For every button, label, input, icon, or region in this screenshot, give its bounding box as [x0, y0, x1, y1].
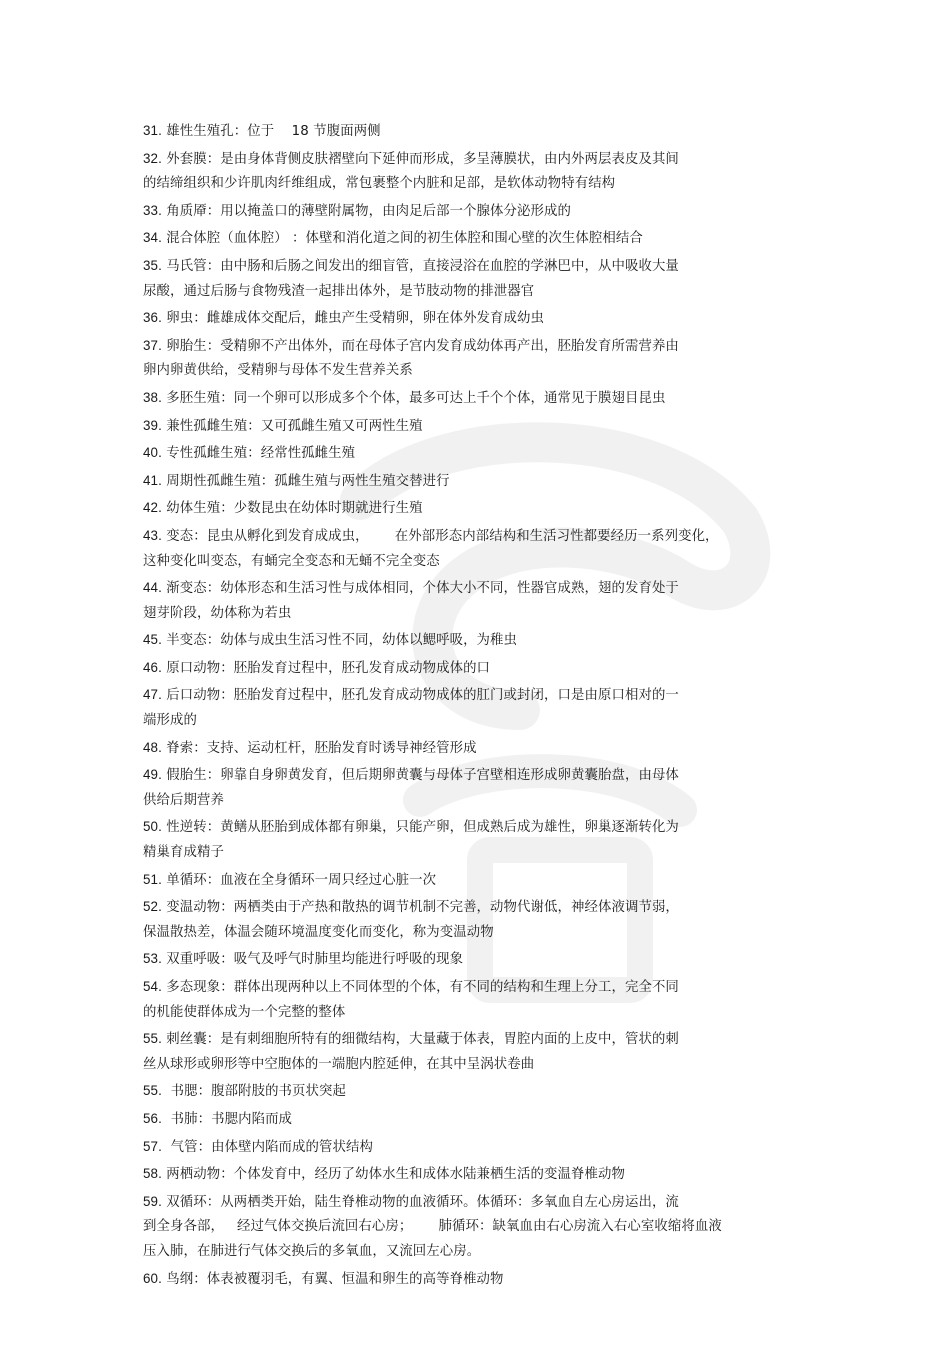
entry-text: 鸟纲：体表被覆羽毛，有翼、恒温和卵生的高等脊椎动物 [161, 1271, 504, 1287]
entry-first-line [143, 628, 793, 654]
entry-text: 压入肺，在肺进行气体交换后的多氧血，又流回左心房。 [143, 1243, 481, 1259]
entry-text: 丝从球形或卵形等中空胞体的一端胞内腔延伸，在其中呈涡状卷曲 [143, 1056, 535, 1072]
entry-number: 39. [143, 417, 162, 433]
definition-entry [143, 119, 793, 145]
definition-entry [143, 947, 793, 973]
entry-first-line [143, 496, 793, 522]
entry-first-line [143, 815, 793, 841]
entry-first-line [143, 469, 793, 495]
entry-number: 54. [143, 979, 162, 994]
definition-entry [143, 199, 793, 225]
entry-number: 37. [143, 337, 162, 353]
entry-first-line [143, 441, 793, 467]
entry-text: 的机能使群体成为一个完整的整体 [143, 1004, 346, 1020]
entry-text: 卵胎生：受精卵不产出体外，而在母体子宫内发育成幼体再产出，胚胎发育所需营养由 [161, 338, 679, 354]
entry-text: 周期性孤雌生殖：孤雌生殖与两性生殖交替进行 [161, 473, 450, 489]
definition-entry [143, 469, 793, 495]
entry-text: 翅芽阶段，幼体称为若虫 [143, 605, 292, 621]
entry-number: 56. [143, 1110, 162, 1126]
definition-entry [143, 975, 793, 1025]
entry-number: 34. [143, 230, 162, 246]
entry-first-line [143, 306, 793, 332]
definition-entry [143, 334, 793, 384]
entry-number: 36. [143, 310, 162, 326]
entry-text: 端形成的 [143, 713, 197, 729]
entry-first-line [143, 254, 793, 280]
entry-text: 精巢育成精子 [143, 845, 224, 861]
entry-text: 卵虫：雌雄成体交配后，雌虫产生受精卵，卵在体外发育成幼虫 [161, 311, 545, 327]
entry-number: 32. [143, 150, 162, 166]
entry-text: 刺丝囊：是有刺细胞所特有的细微结构，大量藏于体表，胃腔内面的上皮中，管状的刺 [161, 1032, 679, 1048]
entry-first-line [143, 736, 793, 762]
definition-entry [143, 683, 793, 733]
entry-number: 41. [143, 472, 162, 488]
entry-text: 变态：昆虫从孵化到发育成成虫， 在外部形态内部结构和生活习性都要经历一系列变化， [161, 528, 719, 544]
definition-entry [143, 656, 793, 682]
entry-number: 60. [143, 1270, 162, 1286]
definition-entry [143, 1267, 793, 1293]
entry-number: 35. [143, 257, 162, 273]
entry-text: 保温散热差，体温会随环境温度变化而变化，称为变温动物 [143, 924, 494, 940]
entry-first-line [143, 1107, 793, 1133]
definition-entry [143, 306, 793, 332]
entry-number: 43. [143, 527, 162, 543]
entry-text: 卵内卵黄供给，受精卵与母体不发生营养关系 [143, 363, 413, 379]
entry-continuation-line [143, 280, 793, 305]
definition-entry [143, 386, 793, 412]
definition-list [143, 119, 793, 1294]
entry-number: 49. [143, 767, 162, 783]
entry-number: 44. [143, 580, 162, 596]
entry-continuation-line [143, 172, 793, 197]
definition-entry [143, 414, 793, 440]
entry-continuation-line [143, 1240, 793, 1265]
entry-text: 这种变化叫变态，有蛹完全变态和无蛹不完全变态 [143, 553, 440, 569]
entry-continuation-line [143, 789, 793, 814]
entry-number: 47. [143, 687, 162, 703]
definition-entry [143, 1079, 793, 1105]
definition-entry [143, 628, 793, 654]
entry-first-line [143, 119, 793, 145]
entry-text: 后口动物：胚胎发育过程中，胚孔发育成动物成体的肛门或封闭，口是由原口相对的一 [161, 688, 679, 704]
definition-entry [143, 868, 793, 894]
entry-text: 脊索：支持、运动杠杆，胚胎发育时诱导神经管形成 [161, 740, 477, 756]
entry-text: 雄性生殖孔：位于 18 节腹面两侧 [161, 124, 381, 139]
definition-entry [143, 226, 793, 252]
entry-first-line [143, 683, 793, 709]
entry-text: 气管：由体壁内陷而成的管状结构 [161, 1139, 373, 1155]
definition-entry [143, 147, 793, 197]
entry-continuation-line [143, 921, 793, 946]
entry-continuation-line [143, 1215, 793, 1240]
entry-number: 48. [143, 739, 162, 755]
entry-first-line [143, 1135, 793, 1161]
entry-first-line [143, 868, 793, 894]
entry-first-line [143, 1267, 793, 1293]
definition-entry [143, 1027, 793, 1077]
entry-first-line [143, 763, 793, 789]
definition-entry [143, 441, 793, 467]
definition-entry [143, 1162, 793, 1188]
entry-text: 单循环：血液在全身循环一周只经过心脏一次 [161, 872, 437, 888]
entry-number: 55. [143, 1031, 162, 1047]
entry-text: 变温动物：两栖类由于产热和散热的调节机制不完善，动物代谢低，神经体液调节弱， [161, 900, 679, 916]
entry-first-line [143, 414, 793, 440]
entry-number: 42. [143, 500, 162, 516]
entry-text: 双重呼吸：吸气及呼气时肺里均能进行呼吸的现象 [161, 952, 464, 968]
entry-first-line [143, 524, 793, 550]
definition-entry [143, 524, 793, 574]
entry-first-line [143, 1190, 793, 1216]
entry-text: 混合体腔（血体腔） ：体壁和消化道之间的初生体腔和围心壁的次生体腔相结合 [161, 231, 643, 247]
entry-continuation-line [143, 841, 793, 866]
entry-first-line [143, 147, 793, 173]
definition-entry [143, 895, 793, 945]
entry-text: 原口动物：胚胎发育过程中，胚孔发育成动物成体的口 [161, 660, 491, 676]
definition-entry [143, 815, 793, 865]
entry-text: 尿酸，通过后肠与食物残渣一起排出体外，是节肢动物的排泄器官 [143, 283, 535, 299]
entry-continuation-line [143, 550, 793, 575]
entry-continuation-line [143, 359, 793, 384]
entry-number: 38. [143, 389, 162, 405]
entry-text: 多胚生殖：同一个卵可以形成多个个体，最多可达上千个个体，通常见于膜翅目昆虫 [161, 390, 666, 406]
entry-number: 59. [143, 1193, 162, 1209]
entry-first-line [143, 656, 793, 682]
entry-text: 外套膜：是由身体背侧皮肤褶壁向下延伸而形成，多呈薄膜状，由内外两层表皮及其间 [161, 151, 679, 167]
entry-first-line [143, 226, 793, 252]
entry-text: 的结缔组织和少许肌肉纤维组成，常包裹整个内脏和足部，是软体动物特有结构 [143, 176, 616, 192]
entry-number: 51. [143, 871, 162, 887]
entry-continuation-line [143, 709, 793, 734]
entry-first-line [143, 386, 793, 412]
entry-text: 幼体生殖：少数昆虫在幼体时期就进行生殖 [161, 501, 423, 517]
entry-first-line [143, 1079, 793, 1105]
definition-entry [143, 1190, 793, 1265]
entry-text: 半变态：幼体与成虫生活习性不同，幼体以鳃呼吸，为稚虫 [161, 633, 518, 649]
entry-first-line [143, 895, 793, 921]
entry-number: 31. [143, 123, 162, 138]
entry-text: 专性孤雌生殖：经常性孤雌生殖 [161, 446, 356, 462]
entry-continuation-line [143, 1001, 793, 1026]
entry-text: 书腮：腹部附肢的书页状突起 [161, 1084, 347, 1100]
entry-first-line [143, 1027, 793, 1053]
entry-text: 双循环：从两栖类开始，陆生脊椎动物的血液循环。体循环：多氧血自左心房运出，流 [161, 1194, 679, 1210]
entry-number: 57. [143, 1138, 162, 1154]
definition-entry [143, 763, 793, 813]
entry-first-line [143, 975, 793, 1001]
entry-number: 46. [143, 659, 162, 675]
entry-number: 45. [143, 632, 162, 648]
entry-first-line [143, 1162, 793, 1188]
entry-number: 55. [143, 1083, 162, 1099]
entry-number: 50. [143, 819, 162, 835]
entry-text: 书肺：书腮内陷而成 [161, 1111, 293, 1127]
definition-entry [143, 254, 793, 304]
entry-number: 53. [143, 951, 162, 967]
entry-text: 马氏管：由中肠和后肠之间发出的细盲管，直接浸浴在血腔的学淋巴中，从中吸收大量 [161, 258, 679, 274]
entry-text: 到全身各部， 经过气体交换后流回右心房； 肺循环：缺氧血由右心房流入右心室收缩将血液 [143, 1219, 722, 1235]
entry-text: 多态现象：群体出现两种以上不同体型的个体，有不同的结构和生理上分工，完全不同 [161, 980, 679, 995]
entry-text: 渐变态：幼体形态和生活习性与成体相同，个体大小不同，性器官成熟，翅的发育处于 [161, 581, 679, 597]
definition-entry [143, 1135, 793, 1161]
entry-number: 52. [143, 899, 162, 915]
entry-continuation-line [143, 602, 793, 627]
definition-entry [143, 1107, 793, 1133]
entry-continuation-line [143, 1053, 793, 1078]
entry-text: 假胎生：卵靠自身卵黄发育，但后期卵黄囊与母体子宫壁相连形成卵黄囊胎盘，由母体 [161, 768, 679, 784]
definition-entry [143, 736, 793, 762]
entry-text: 角质厣：用以掩盖口的薄壁附属物，由肉足后部一个腺体分泌形成的 [161, 203, 571, 219]
entry-first-line [143, 947, 793, 973]
definition-entry [143, 576, 793, 626]
entry-first-line [143, 199, 793, 225]
entry-text: 性逆转：黄鳝从胚胎到成体都有卵巢，只能产卵，但成熟后成为雄性，卵巢逐渐转化为 [161, 820, 679, 836]
entry-text: 供给后期营养 [143, 792, 224, 808]
entry-number: 58. [143, 1166, 162, 1182]
definition-entry [143, 496, 793, 522]
entry-first-line [143, 576, 793, 602]
entry-number: 40. [143, 445, 162, 461]
entry-number: 33. [143, 202, 162, 218]
entry-first-line [143, 334, 793, 360]
entry-text: 两栖动物：个体发育中，经历了幼体水生和成体水陆兼栖生活的变温脊椎动物 [161, 1167, 625, 1183]
entry-text: 兼性孤雌生殖：又可孤雌生殖又可两性生殖 [161, 418, 423, 434]
